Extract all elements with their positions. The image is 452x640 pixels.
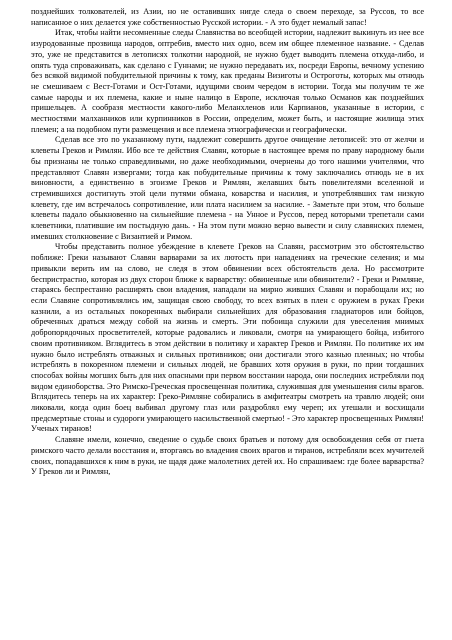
document-body	[31, 7, 424, 478]
paragraph-4: Чтобы представить полное убеждение в клевете Греков на Славян, рассмотрим это обстоятельство поближе: Греки называют Славян варварами за их лютость при нападениях на греческие селения; и мы привыкли верить им на слово, не следя в этом обвинении всех обстоятельств дела. Но рассмотрите беспристрастно, которая из двух сторон ближе к варварству: обвиненные или обвинители? - Греки и Римляне, стараясь беспрестанно расширять свои владения, нападали на мирно живших Славян и порабощали их; но если Славяне сопротивлялись им, защищая свою свободу, то всех взятых в плен с оружием в руках Греки казнили, а из остальных покоренных выбирали сильнейших для образования гладиаторов или бойцов, обреченных драться между собой на жизнь и смерть. Эти побоища служили для увеселения мнимых добропорядочных просветителей, которые радовались и ликовали, смотря на умирающего бойца, избитого своим противником. Вглядитесь в этом действии в политику и характер Греков и Римлян. По политике их им нужно было истреблять отважных и сильных противников; они достигали этого казнью пленных; но чтобы истреблять в покоренном племени и сильных людей, не бравших хотя оружия в руки, по прии тогдашних способах войны могших быть для них опасными при первом восстании народа, они последних истребляли под видом единоборства. Это Римско-Греческая просвещенная политика, служившая для уменьшения силы врагов. Вглядитесь теперь на их характер: Греко-Римляне собирались в амфитеатры смотреть на травлю людей; они ликовали, когда один боец выбивал другому глаз или раздроблял ему череп; их утешали и восхищали предсмертные стоны и судороги умирающего насильственной смертью! - Это характер просвещенных Римлян! Ученых тиранов!	[31, 242, 424, 434]
paragraph-3: Сделав все это по указанному пути, надлежит совершить другое очищение летописей: это от желчи и клеветы Греков и Римлян. Ибо все те действия Славян, которые в настоящее время по праву народному были бы признаны не только справедливыми, но даже необходимыми, очернены до того нашими учителями, что представляют Славян извергами; тогда как побудительные причины к тому заключались отнюдь не в их виновности, а единственно в эгоизме Греков и Римлян, желавших быть повелителями вселенной и стремившихся достигнуть этой цели путями обмана, коварства и насилия, и употреблявших там низкую клевету, где им встречалось сопротивление, или плата насилием за насилие. - Заметьте при этом, что больше клеветы падало обыкновенно на сильнейшие племена - на Унное и Руссов, перед которыми трепетали сами клеветники, платившие им постыдную дань. - На этом пути можно верно вывести и силу славянских племен, имевших столкновение с Византией и Римом.	[31, 135, 424, 241]
paragraph-2: Итак, чтобы найти несомненные следы Славянства во всеобщей истории, надлежит выкинуть из нее все изуродованные прозвища народов, оптребив, вместо них одно, всем им общее племенное название. - Сделав это, уже не представится в летописях толкотни народной, не нужно будет выводить племена откуда-либо, и опять туда спроваживать, как сделано с Гуннами; не нужно передавать их, посреди Европы, вечному успению без всякой видимой побудительной причины к тому, как преданы Визиготы и Остроготы, которых мы отнюдь не смешиваем с Вест-Готами и Ост-Готами, идущими своим чередом в истории. Тогда мы получим те же самые народы и их племена, какие и ныне налицо в Европе, исключая только Османов как позднейших пришельцев. А сообразя местности какого-либо Меланхленов или Карпианов, указанные в истории, с местностями малханников или курпинников в России, определим, может быть, и настоящие жилища этих племен; а на подобном пути размещения и все племена этнографически и географически.	[31, 28, 424, 134]
paragraph-1: позднейших толкователей, из Азии, но не оставивших нигде следа о своем переходе, за Руссов, то все написанное о них делается уже собственностью Русской истории. - А это будет немалый запас!	[31, 7, 424, 27]
paragraph-5: Славяне имели, конечно, сведение о судьбе своих братьев и потому для освобождения себя от гнета римского часто делали восстания и, вторгаясь во владения своих врагов и тиранов, истребляли всех мучителей своих, попадавшихся к ним в руки, не щадя даже малолетних детей их. Но спрашиваем: где более варварства? У Греков ли и Римлян,	[31, 435, 424, 477]
